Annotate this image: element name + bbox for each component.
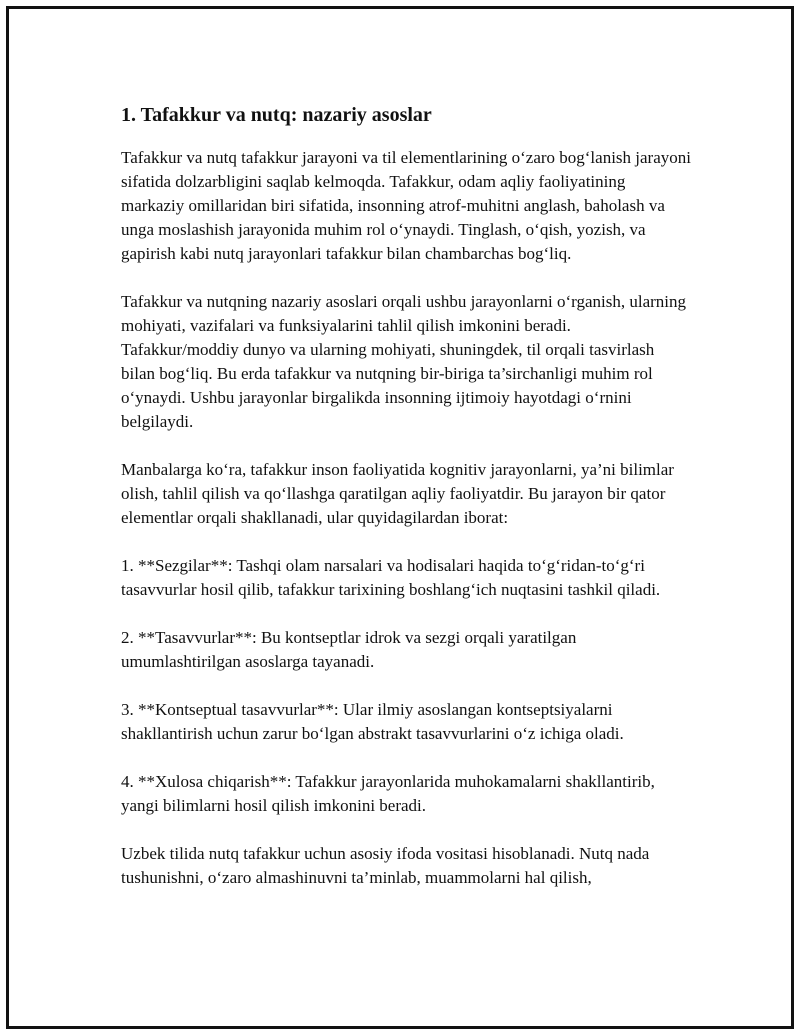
paragraph-sources: Manbalarga ko‘ra, tafakkur inson faoliyatida kognitiv jarayonlarni, ya’ni bilimlar olish, tahlil qilish va qo‘llashga qaratilgan aqliy faoliyatdir. Bu jarayon bir qator elementlar orqali shakllanadi, ular quyidagilardan iborat: (121, 460, 674, 527)
page-frame (6, 6, 794, 1029)
paragraph-uzbek-speech: Uzbek tilida nutq tafakkur uchun asosiy ifoda vositasi hisoblanadi. Nutq nada tushunishni, o‘zaro almashinuvni ta’minlab, muammolarni hal qilish, (121, 844, 650, 887)
section-heading: 1. Tafakkur va nutq: nazariy asoslar (121, 104, 432, 126)
paragraph-intro: Tafakkur va nutq tafakkur jarayoni va til elementlarining o‘zaro bog‘lanish jarayoni sifatida dolzarbligini saqlab kelmoqda. Tafakkur, odam aqliy faoliyatining markaziy omillaridan biri sifatida, insonning atrof-muhitni anglash, baholash va unga moslashish jarayonida muhim rol o‘ynaydi. Tinglash, o‘qish, yozish, va gapirish kabi nutq jarayonlari tafakkur bilan chambarchas bog‘liq. (121, 148, 691, 263)
list-item-perceptions: 2. **Tasavvurlar**: Bu kontseptlar idrok va sezgi orqali yaratilgan umumlashtirilgan asoslarga tayanadi. (121, 628, 577, 671)
list-item-conceptual: 3. **Kontseptual tasavvurlar**: Ular ilmiy asoslangan kontseptsiyalarni shakllantirish uchun zarur bo‘lgan abstrakt tasavvurlarini o‘z ichiga oladi. (121, 700, 624, 743)
list-item-sensations: 1. **Sezgilar**: Tashqi olam narsalari va hodisalari haqida to‘g‘ridan-to‘g‘ri tasavvurlar hosil qilib, tafakkur tarixining boshlang‘ich nuqtasini tashkil qiladi. (121, 556, 661, 599)
list-item-conclusion: 4. **Xulosa chiqarish**: Tafakkur jarayonlarida muhokamalarni shakllantirib, yangi bilimlarni hosil qilish imkonini beradi. (121, 772, 655, 815)
paragraph-theory: Tafakkur va nutqning nazariy asoslari orqali ushbu jarayonlarni o‘rganish, ularning mohiyati, vazifalari va funksiyalarini tahlil qilish imkonini beradi. Tafakkur/moddiy dunyo va ularning mohiyati, shuningdek, til orqali tasvirlash bilan bog‘liq. Bu erda tafakkur va nutqning bir-biriga ta’sirchanligi muhim rol o‘ynaydi. Ushbu jarayonlar birgalikda insonning ijtimoiy hayotdagi o‘rnini belgilaydi. (121, 292, 687, 431)
document-body (121, 93, 691, 914)
